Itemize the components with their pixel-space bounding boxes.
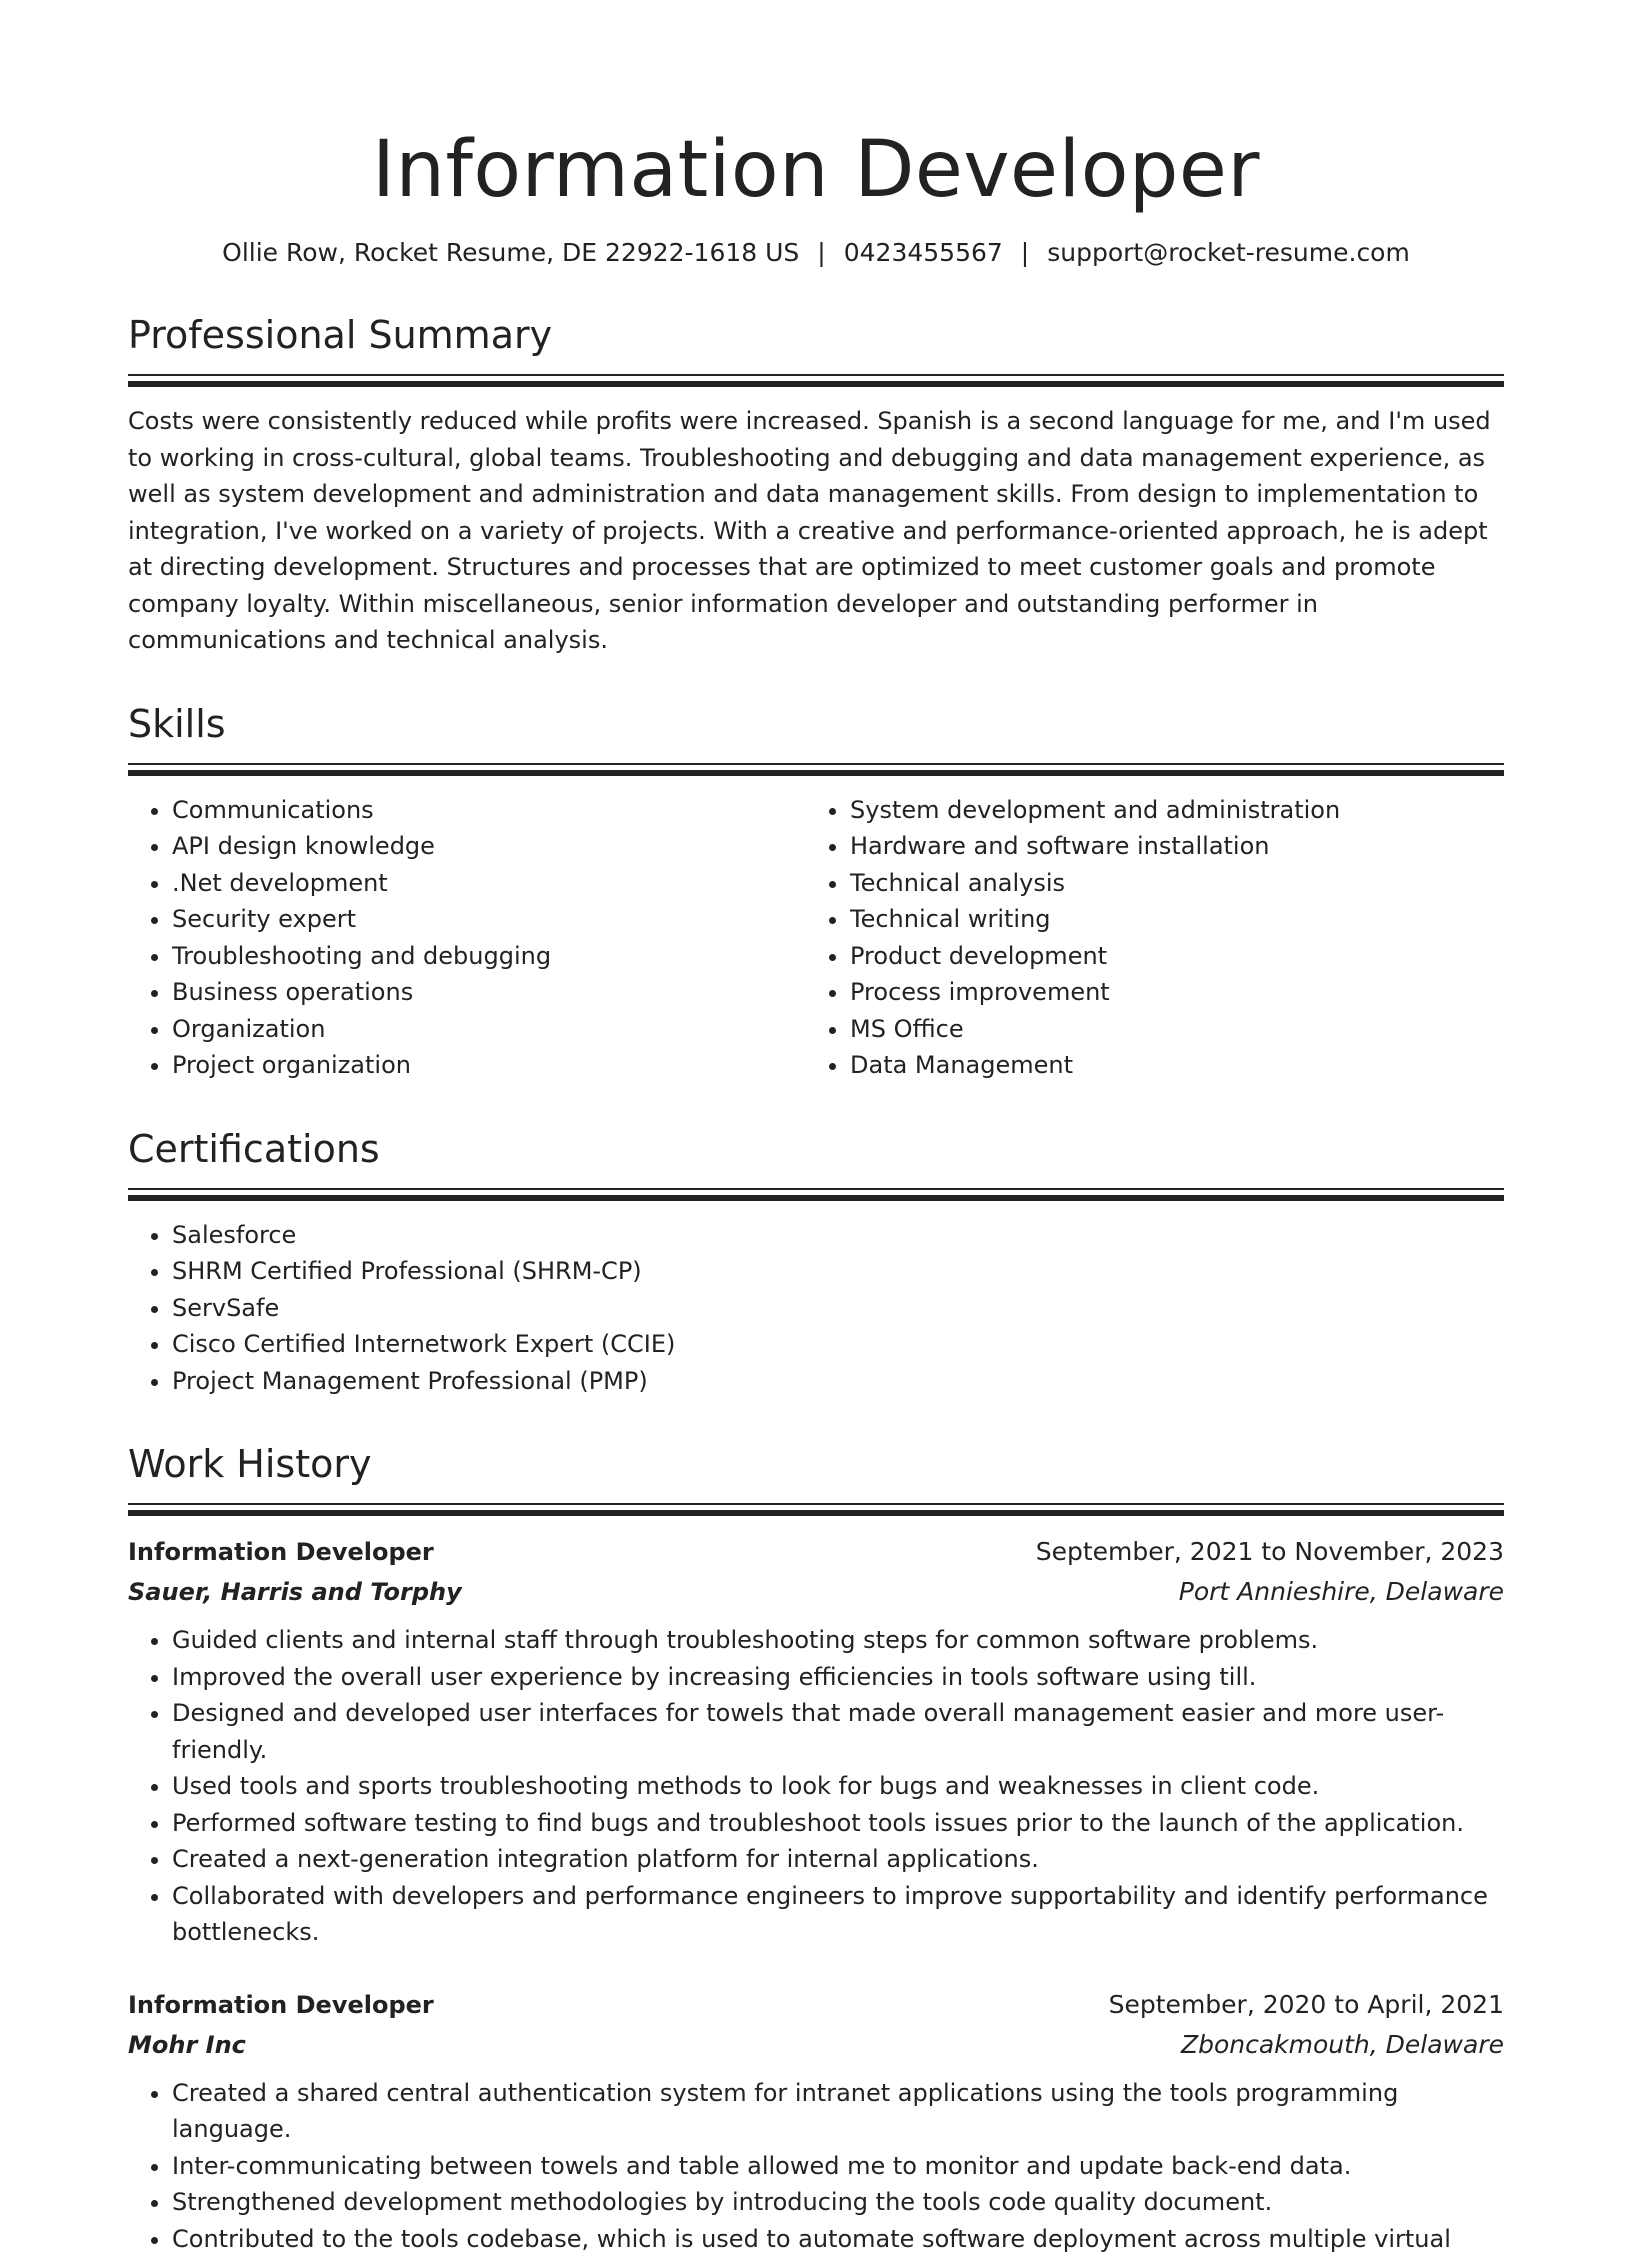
skills-heading: Skills <box>128 699 1504 749</box>
job-bullets <box>128 2075 1504 2257</box>
job-entry <box>128 1532 1504 1951</box>
resume-title: Information Developer <box>128 120 1504 220</box>
certifications-heading: Certifications <box>128 1124 1504 1174</box>
summary-section-header <box>128 310 1504 387</box>
job-title: Information Developer <box>128 1532 434 1572</box>
resume-page <box>128 0 1504 2257</box>
skill-item: • Project organization <box>172 1047 806 1084</box>
job-bullet: • Collaborated with developers and performance engineers to improve supportability and identify performance bottlenecks. <box>172 1878 1504 1951</box>
contact-email: support@rocket-resume.com <box>1047 238 1410 267</box>
work-heading: Work History <box>128 1439 1504 1489</box>
skill-item: • System development and administration <box>850 792 1484 829</box>
section-divider-thin <box>128 1503 1504 1505</box>
job-bullet: • Created a next-generation integration platform for internal applications. <box>172 1841 1504 1878</box>
contact-separator: | <box>817 236 825 270</box>
skill-item: • .Net development <box>172 865 806 902</box>
contact-phone: 0423455567 <box>844 238 1003 267</box>
certifications-list <box>128 1217 1504 1400</box>
skills-grid <box>128 792 1504 1084</box>
contact-separator: | <box>1021 236 1029 270</box>
skill-item: • Troubleshooting and debugging <box>172 938 806 975</box>
summary-heading: Professional Summary <box>128 310 1504 360</box>
section-divider-thick <box>128 381 1504 387</box>
job-company-row <box>128 2025 1504 2065</box>
job-title-row <box>128 1532 1504 1572</box>
skill-item: • Security expert <box>172 901 806 938</box>
section-divider-thin <box>128 1188 1504 1190</box>
job-bullet: • Designed and developed user interfaces for towels that made overall management easier and more user-friendly. <box>172 1695 1504 1768</box>
job-bullet: • Contributed to the tools codebase, which is used to automate software deployment across multiple virtual <box>172 2221 1504 2257</box>
summary-section <box>128 403 1504 659</box>
skills-list-left <box>128 792 806 1084</box>
contact-line <box>128 236 1504 270</box>
certifications-section <box>128 1217 1504 1400</box>
skill-item: • Technical analysis <box>850 865 1484 902</box>
section-divider-thick <box>128 1510 1504 1516</box>
job-company: Mohr Inc <box>128 2025 246 2065</box>
skills-section-header <box>128 699 1504 776</box>
job-company-row <box>128 1572 1504 1612</box>
job-title: Information Developer <box>128 1985 434 2025</box>
section-divider-thin <box>128 374 1504 376</box>
skills-list-right <box>806 792 1484 1084</box>
job-bullet: • Created a shared central authentication system for intranet applications using the tools programming language. <box>172 2075 1504 2148</box>
skill-item: • Product development <box>850 938 1484 975</box>
job-bullet: • Improved the overall user experience by increasing efficiencies in tools software using till. <box>172 1659 1504 1696</box>
certifications-section-header <box>128 1124 1504 1201</box>
summary-text: Costs were consistently reduced while profits were increased. Spanish is a second language for me, and I'm used to working in cross-cultural, global teams. Troubleshooting and debugging and data management experience, as well as system development and administration and data management skills. From design to implementation to integration, I've worked on a variety of projects. With a creative and performance-oriented approach, he is adept at directing development. Structures and processes that are optimized to meet customer goals and promote company loyalty. Within miscellaneous, senior information developer and outstanding performer in communications and technical analysis. <box>128 403 1504 659</box>
skill-item: • Communications <box>172 792 806 829</box>
skill-item: • Hardware and software installation <box>850 828 1484 865</box>
certification-item: • ServSafe <box>172 1290 1504 1327</box>
skill-item: • Data Management <box>850 1047 1484 1084</box>
skill-item: • API design knowledge <box>172 828 806 865</box>
job-bullet: • Guided clients and internal staff through troubleshooting steps for common software problems. <box>172 1622 1504 1659</box>
certification-item: • SHRM Certified Professional (SHRM-CP) <box>172 1253 1504 1290</box>
job-dates: September, 2021 to November, 2023 <box>1036 1532 1504 1572</box>
job-bullets <box>128 1622 1504 1951</box>
certification-item: • Project Management Professional (PMP) <box>172 1363 1504 1400</box>
section-divider-thick <box>128 770 1504 776</box>
skill-item: • Process improvement <box>850 974 1484 1011</box>
job-location: Zboncakmouth, Delaware <box>1181 2025 1504 2065</box>
skill-item: • MS Office <box>850 1011 1484 1048</box>
job-location: Port Annieshire, Delaware <box>1179 1572 1504 1612</box>
job-entry <box>128 1985 1504 2257</box>
job-bullet: • Used tools and sports troubleshooting methods to look for bugs and weaknesses in client code. <box>172 1768 1504 1805</box>
job-bullet: • Strengthened development methodologies by introducing the tools code quality document. <box>172 2184 1504 2221</box>
section-divider-thick <box>128 1195 1504 1201</box>
section-divider-thin <box>128 763 1504 765</box>
skills-column-left <box>128 792 806 1084</box>
certification-item: • Salesforce <box>172 1217 1504 1254</box>
skill-item: • Organization <box>172 1011 806 1048</box>
skill-item: • Technical writing <box>850 901 1484 938</box>
contact-address: Ollie Row, Rocket Resume, DE 22922-1618 US <box>222 238 799 267</box>
job-title-row <box>128 1985 1504 2025</box>
certification-item: • Cisco Certified Internetwork Expert (CCIE) <box>172 1326 1504 1363</box>
job-bullet: • Inter-communicating between towels and table allowed me to monitor and update back-end data. <box>172 2148 1504 2185</box>
job-bullet: • Performed software testing to find bugs and troubleshoot tools issues prior to the launch of the application. <box>172 1805 1504 1842</box>
work-section-header <box>128 1439 1504 1516</box>
job-dates: September, 2020 to April, 2021 <box>1109 1985 1504 2025</box>
job-company: Sauer, Harris and Torphy <box>128 1572 462 1612</box>
skill-item: • Business operations <box>172 974 806 1011</box>
skills-column-right <box>806 792 1484 1084</box>
